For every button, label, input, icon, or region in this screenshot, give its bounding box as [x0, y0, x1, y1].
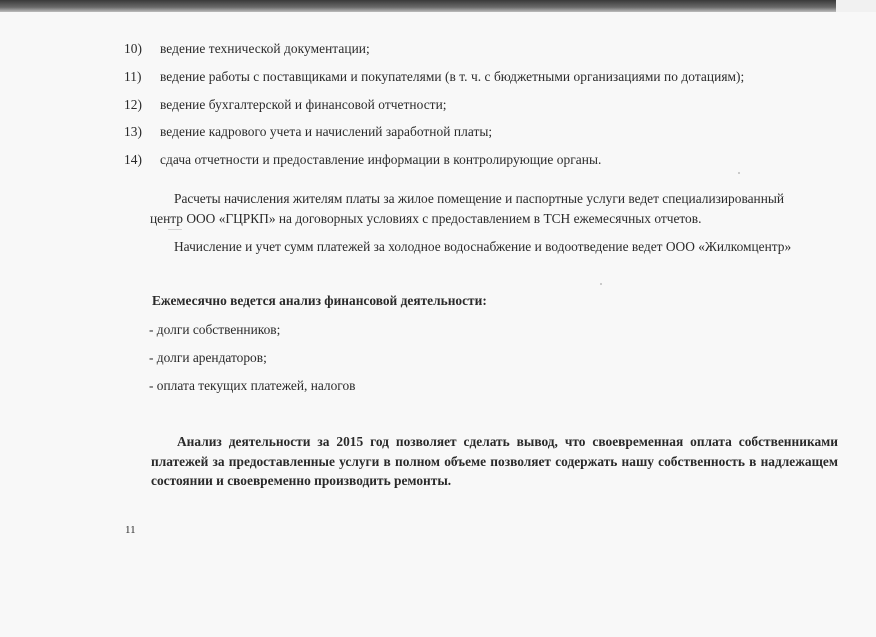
list-item: [124, 69, 744, 97]
analysis-list: [149, 322, 355, 406]
list-item-text: ведение бухгалтерской и финансовой отчетности;: [160, 96, 447, 112]
list-item-number: 10): [124, 41, 142, 56]
scan-speck: [168, 229, 182, 230]
billing-paragraph: Расчеты начисления жителям платы за жилое помещение и паспортные услуги ведет специализированный центр ООО «ГЦРКП» на договорных условиях с предоставлением в ТСН ежемесячных отчетов.: [150, 191, 785, 226]
list-item: [124, 124, 744, 152]
list-item-text: ведение кадрового учета и начислений заработной платы;: [160, 124, 493, 140]
list-item: [124, 97, 744, 125]
list-item-text: ведение технической документации;: [160, 41, 370, 56]
list-item: [124, 152, 744, 180]
page-number: 11: [125, 524, 136, 536]
list-item: - долги арендаторов;: [149, 350, 267, 365]
conclusion-paragraph: Анализ деятельности за 2015 год позволяет сделать вывод, что своевременная оплата собственниками платежей за предоставленные услуги в полном объеме позволяет содержать нашу собственность в надлежащем состоянии и своевременно производить ремонты.: [151, 434, 838, 488]
scan-speck: [600, 283, 602, 285]
list-item-text: ведение работы с поставщиками и покупателями (в т. ч. с бюджетными организациями по дотациям);: [160, 68, 745, 84]
list-item-number: 12): [124, 96, 142, 112]
scan-border: [0, 0, 876, 12]
analysis-heading: Ежемесячно ведется анализ финансовой деятельности:: [152, 293, 487, 308]
list-item-number: 13): [124, 124, 142, 140]
list-item-number: 14): [124, 152, 142, 168]
duties-list: [124, 41, 744, 180]
list-item: [124, 41, 744, 69]
list-item: - оплата текущих платежей, налогов: [149, 378, 356, 393]
list-item-text: сдача отчетности и предоставление информации в контролирующие органы.: [160, 152, 602, 168]
scan-speck: [738, 172, 740, 174]
list-item: - долги собственников;: [149, 322, 281, 337]
list-item-number: 11): [124, 68, 142, 84]
water-billing-paragraph: Начисление и учет сумм платежей за холодное водоснабжение и водоотведение ведет ООО «Жилкомцентр»: [174, 239, 792, 254]
